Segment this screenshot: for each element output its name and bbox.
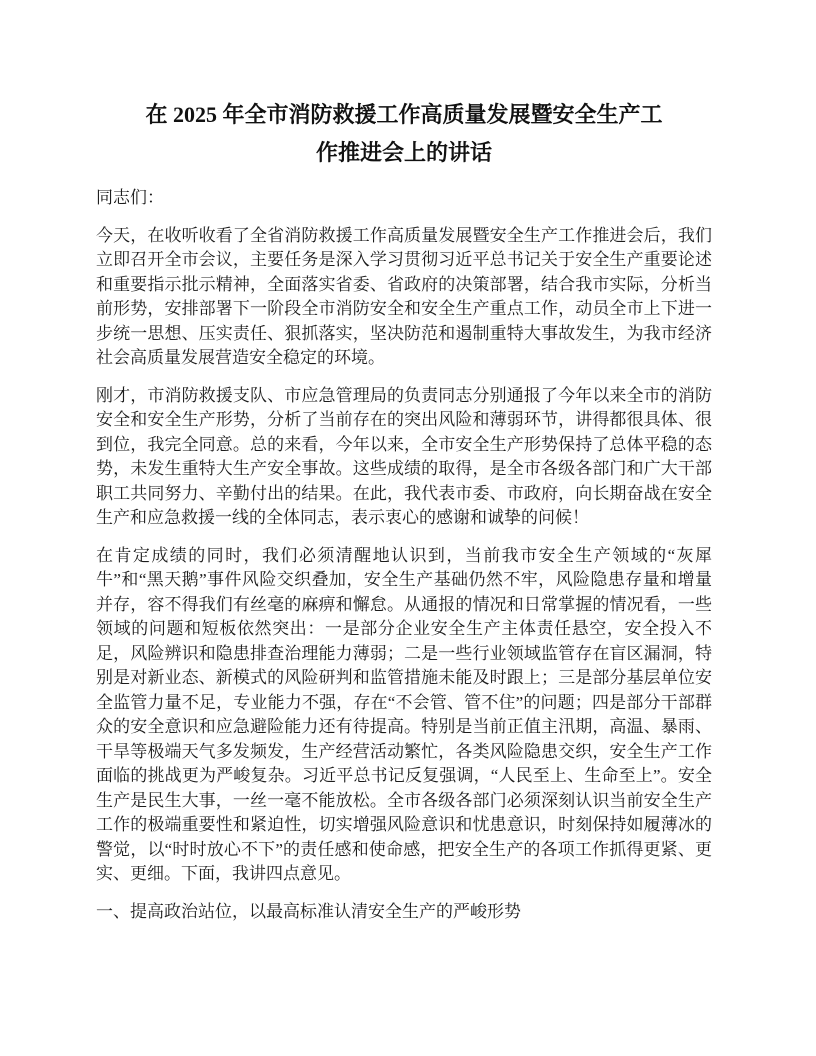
paragraph-risks: 在肯定成绩的同时，我们必须清醒地认识到，当前我市安全生产领域的“灰犀牛”和“黑天鹅”事件风险交织叠加，安全生产基础仍然不牢，风险隐患存量和增量并存，容不得我们有丝毫的麻痹和懈怠。从通报的情况和日常掌握的情况看，一些领域的问题和短板依然突出：一是部分企业安全生产主体责任悬空，安全投入不足，风险辨识和隐患排查治理能力薄弱；二是一些行业领域监管存在盲区漏洞，特别是对新业态、新模式的风险研判和监管措施未能及时跟上；三是部分基层单位安全监管力量不足，专业能力不强，存在“不会管、管不住”的问题；四是部分干部群众的安全意识和应急避险能力还有待提高。特别是当前正值主汛期，高温、暴雨、干旱等极端天气多发频发，生产经营活动繁忙，各类风险隐患交织，安全生产工作面临的挑战更为严峻复杂。习近平总书记反复强调，“人民至上、生命至上”。安全生产是民生大事，一丝一毫不能放松。全市各级各部门必须深刻认识当前安全生产工作的极端重要性和紧迫性，切实增强风险意识和忧患意识，时刻保持如履薄冰的警觉，以“时时放心不下”的责任感和使命感，把安全生产的各项工作抓得更紧、更实、更细。下面，我讲四点意见。 bbox=[96, 545, 712, 883]
document-title-line2: 作推进会上的讲话 bbox=[315, 140, 492, 165]
section-heading-one: 一、提高政治站位，以最高标准认清安全生产的严峻形势 bbox=[96, 901, 521, 921]
document-title bbox=[96, 96, 712, 172]
paragraph-achievements: 刚才，市消防救援支队、市应急管理局的负责同志分别通报了今年以来全市的消防安全和安全生产形势，分析了当前存在的突出风险和薄弱环节，讲得都很具体、很到位，我完全同意。总的来看，今年以来，全市安全生产形势保持了总体平稳的态势，未发生重特大生产安全事故。这些成绩的取得，是全市各级各部门和广大干部职工共同努力、辛勤付出的结果。在此，我代表市委、市政府，向长期奋战在安全生产和应急救援一线的全体同志，表示衷心的感谢和诚挚的问候！ bbox=[96, 385, 712, 527]
paragraph-opening: 今天，在收听收看了全省消防救援工作高质量发展暨安全生产工作推进会后，我们立即召开全市会议，主要任务是深入学习贯彻习近平总书记关于安全生产重要论述和重要指示批示精神，全面落实省委、省政府的决策部署，结合我市实际，分析当前形势，安排部署下一阶段全市消防安全和安全生产重点工作，动员全市上下进一步统一思想、压实责任、狠抓落实，坚决防范和遏制重特大事故发生，为我市经济社会高质量发展营造安全稳定的环境。 bbox=[96, 225, 712, 367]
salutation: 同志们： bbox=[96, 188, 164, 207]
document-title-line1: 在 2025 年全市消防救援工作高质量发展暨安全生产工 bbox=[145, 102, 663, 127]
